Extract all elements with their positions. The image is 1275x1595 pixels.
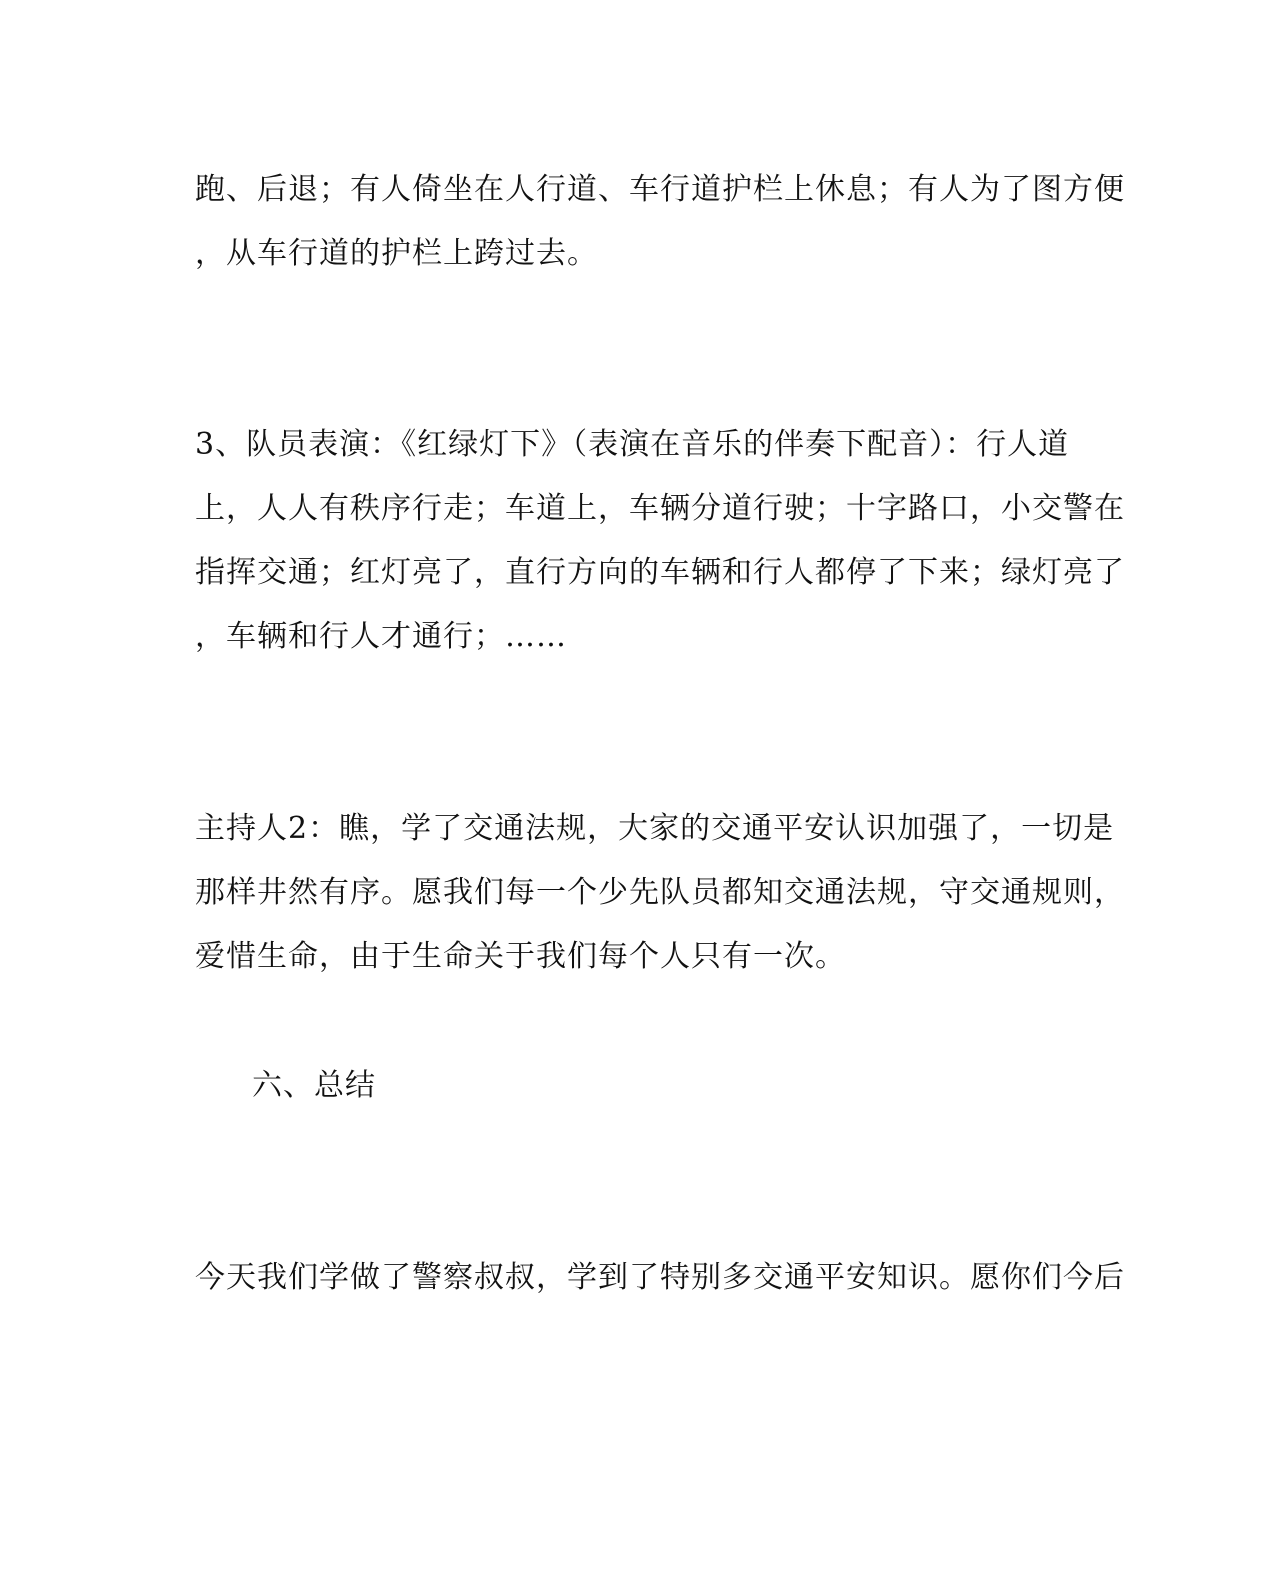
text-line: 跑、后退；有人倚坐在人行道、车行道护栏上休息；有人为了图方便 bbox=[195, 172, 1125, 207]
text-line: 上，人人有秩序行走；车道上，车辆分道行驶；十字路口，小交警在 bbox=[195, 491, 1125, 526]
text-line: 3、队员表演：《红绿灯下》（表演在音乐的伴奏下配音）：行人道 bbox=[195, 427, 1070, 462]
text-line: 指挥交通；红灯亮了，直行方向的车辆和行人都停了下来；绿灯亮了 bbox=[195, 555, 1125, 590]
text-line: 主持人2：瞧，学了交通法规，大家的交通平安认识加强了，一切是 bbox=[195, 811, 1115, 846]
text-line: 爱惜生命，由于生命关于我们每个人只有一次。 bbox=[195, 939, 846, 974]
text-line: 今天我们学做了警察叔叔，学到了特别多交通平安知识。愿你们今后 bbox=[195, 1260, 1125, 1295]
section-heading: 六、总结 bbox=[252, 1068, 376, 1103]
text-line: ，车辆和行人才通行；…… bbox=[195, 619, 567, 654]
text-line: ，从车行道的护栏上跨过去。 bbox=[195, 236, 598, 271]
text-line: 那样井然有序。愿我们每一个少先队员都知交通法规，守交通规则， bbox=[195, 875, 1125, 910]
